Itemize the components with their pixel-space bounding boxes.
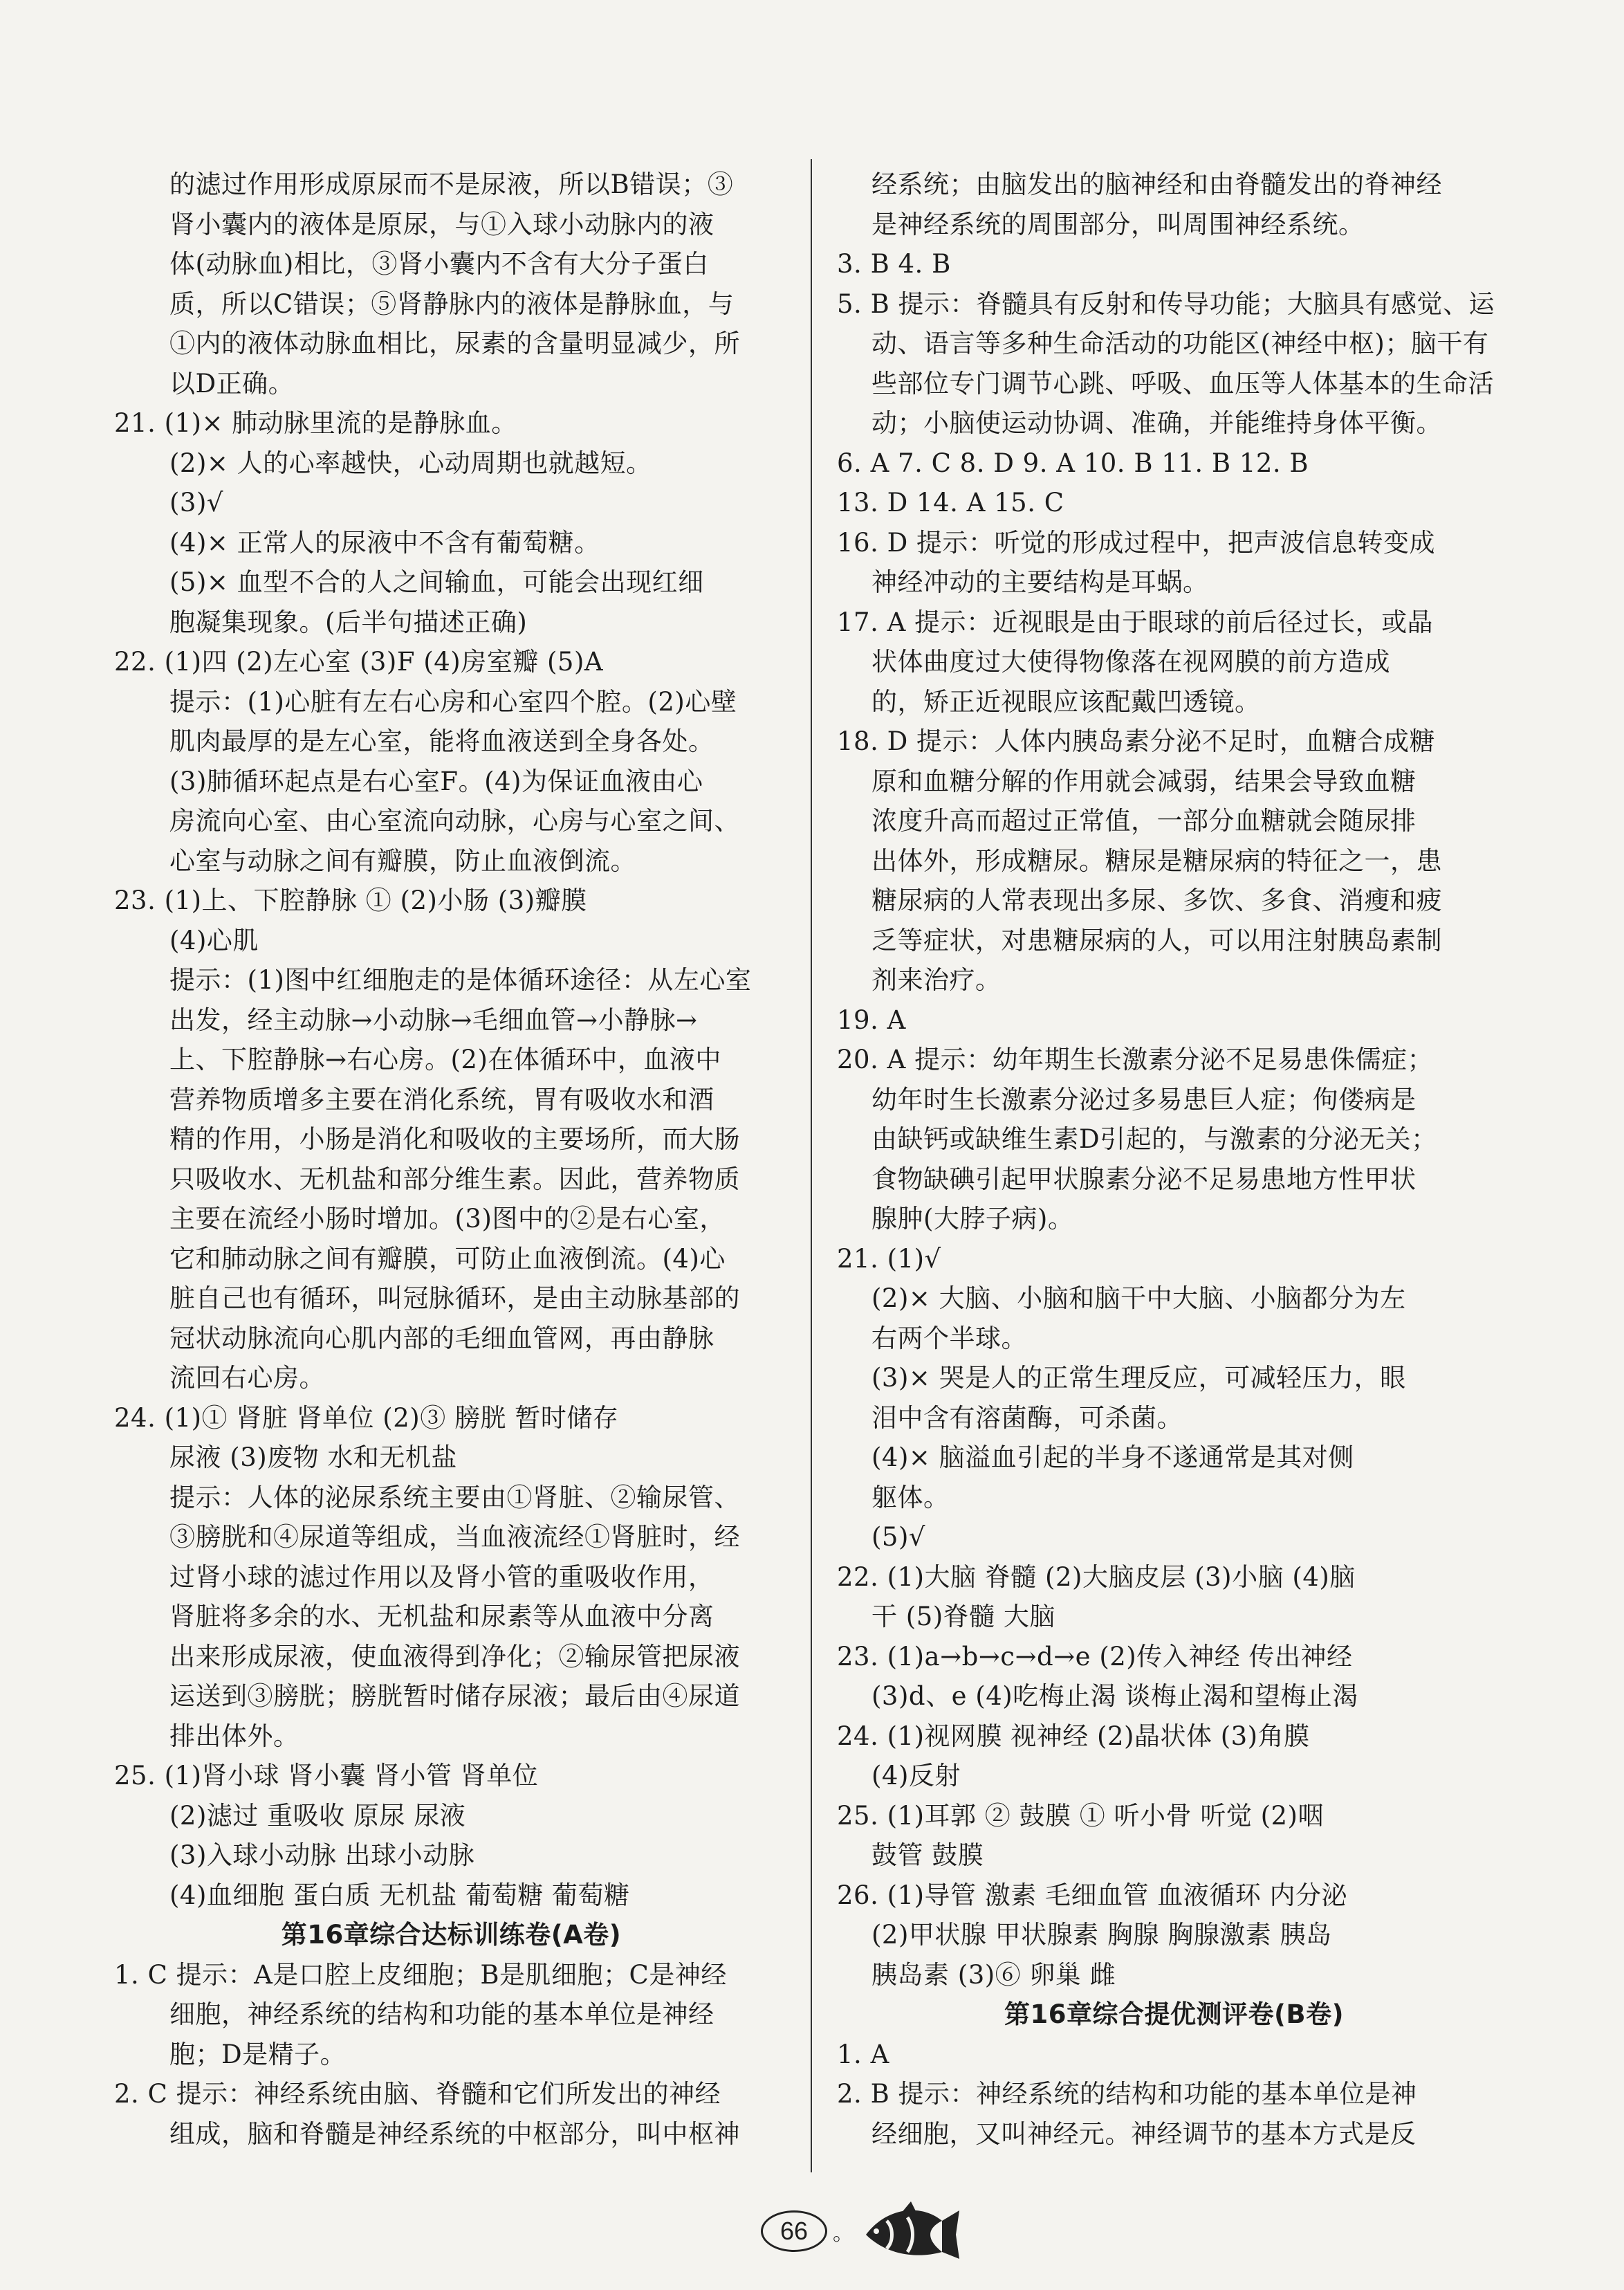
text-line: (3)d、e (4)吃梅止渴 谈梅止渴和望梅止渴 <box>871 1681 1358 1711</box>
text-line: 干 (5)脊髓 大脑 <box>871 1602 1055 1631</box>
text-line: 胞；D是精子。 <box>169 2039 347 2069</box>
text-line: 23. (1)上、下腔静脉 ① (2)小肠 (3)瓣膜 <box>114 886 587 915</box>
text-line: (2)甲状腺 甲状腺素 胸腺 胸腺激素 胰岛 <box>871 1920 1332 1950</box>
text-line: 出来形成尿液，使血液得到净化；②输尿管把尿液 <box>169 1641 740 1671</box>
text-line: 26. (1)导管 激素 毛细血管 血液循环 内分泌 <box>837 1880 1348 1910</box>
text-line: 尿液 (3)废物 水和无机盐 <box>169 1442 457 1472</box>
page-number: 66 <box>761 2210 827 2252</box>
text-line: 由缺钙或缺维生素D引起的，与激素的分泌无关； <box>871 1124 1437 1154</box>
text-line: 24. (1)视网膜 视神经 (2)晶状体 (3)角膜 <box>837 1721 1310 1751</box>
text-line: 些部位专门调节心跳、呼吸、血压等人体基本的生命活 <box>871 368 1494 399</box>
right-column <box>837 165 1511 2154</box>
text-line: 22. (1)四 (2)左心室 (3)F (4)房室瓣 (5)A <box>114 647 604 677</box>
text-line: (4)× 正常人的尿液中不含有葡萄糖。 <box>169 527 600 558</box>
text-line: (2)× 大脑、小脑和脑干中大脑、小脑都分为左 <box>871 1283 1406 1313</box>
text-line: 2. C 提示：神经系统由脑、脊髓和它们所发出的神经 <box>114 2079 721 2109</box>
text-line: 状体曲度过大使得物像落在视网膜的前方造成 <box>871 647 1390 677</box>
text-line: 胰岛素 (3)⑥ 卵巢 雌 <box>871 1959 1116 1990</box>
text-line: 冠状动脉流向心肌内部的毛细血管网，再由静脉 <box>169 1323 714 1353</box>
text-line: 乏等症状，对患糖尿病的人，可以用注射胰岛素制 <box>871 925 1442 955</box>
text-line: (4)心肌 <box>169 925 259 955</box>
text-line: 肾小囊内的液体是原尿，与①入球小动脉内的液 <box>169 209 714 239</box>
text-line: 25. (1)耳郭 ② 鼓膜 ① 听小骨 听觉 (2)咽 <box>837 1800 1324 1831</box>
column-divider <box>811 159 812 2172</box>
text-line: 16. D 提示：听觉的形成过程中，把声波信息转变成 <box>837 527 1436 558</box>
text-line: 食物缺碘引起甲状腺素分泌不足易患地方性甲状 <box>871 1164 1417 1194</box>
text-line: 腺肿(大脖子病)。 <box>871 1204 1074 1234</box>
text-line: 糖尿病的人常表现出多尿、多饮、多食、消瘦和疲 <box>871 886 1442 915</box>
text-line: 营养物质增多主要在消化系统，胃有吸收水和酒 <box>169 1084 714 1115</box>
text-line: 1. A <box>837 2039 889 2069</box>
text-line: 浓度升高而超过正常值，一部分血糖就会随尿排 <box>871 806 1417 836</box>
text-line: 质，所以C错误；⑤肾静脉内的液体是静脉血，与 <box>169 288 735 319</box>
text-line: (3)肺循环起点是右心室F。(4)为保证血液由心 <box>169 766 703 796</box>
text-line: 动；小脑使运动协调、准确，并能维持身体平衡。 <box>871 408 1442 438</box>
text-line: 上、下腔静脉→右心房。(2)在体循环中，血液中 <box>169 1045 721 1074</box>
text-line: 剂来治疗。 <box>871 965 1002 995</box>
text-line: (3)× 哭是人的正常生理反应，可减轻压力，眼 <box>871 1363 1406 1393</box>
text-line: 提示：(1)心脏有左右心房和心室四个腔。(2)心壁 <box>169 686 737 717</box>
text-line: 13. D 14. A 15. C <box>837 488 1064 517</box>
left-column <box>114 165 788 2154</box>
text-line: 只吸收水、无机盐和部分维生素。因此，营养物质 <box>169 1164 740 1194</box>
text-line: 右两个半球。 <box>871 1323 1027 1353</box>
text-line: 18. D 提示：人体内胰岛素分泌不足时，血糖合成糖 <box>837 726 1436 756</box>
text-line: 3. B 4. B <box>837 249 951 279</box>
text-line: 的，矫正近视眼应该配戴凹透镜。 <box>871 686 1261 717</box>
text-line: 脏自己也有循环，叫冠脉循环，是由主动脉基部的 <box>169 1283 740 1313</box>
text-line: (4)× 脑溢血引起的半身不遂通常是其对侧 <box>871 1442 1354 1472</box>
text-line: (5)× 血型不合的人之间输血，可能会出现红细 <box>169 567 704 597</box>
text-line: 幼年时生长激素分泌过多易患巨人症；佝偻病是 <box>871 1084 1417 1115</box>
text-line: 它和肺动脉之间有瓣膜，可防止血液倒流。(4)心 <box>169 1243 726 1274</box>
text-line: 精的作用，小肠是消化和吸收的主要场所，而大肠 <box>169 1124 740 1154</box>
text-line: 流回右心房。 <box>169 1363 325 1393</box>
text-line: 23. (1)a→b→c→d→e (2)传入神经 传出神经 <box>837 1641 1353 1671</box>
text-line: ①内的液体动脉血相比，尿素的含量明显减少，所 <box>169 329 740 358</box>
text-line: 过肾小球的滤过作用以及肾小管的重吸收作用， <box>169 1561 714 1592</box>
text-line: 21. (1)× 肺动脉里流的是静脉血。 <box>114 408 517 438</box>
text-line: 提示：人体的泌尿系统主要由①肾脏、②输尿管、 <box>169 1482 740 1512</box>
page-footer <box>761 2200 963 2262</box>
text-line: 5. B 提示：脊髓具有反射和传导功能；大脑具有感觉、运 <box>837 288 1495 319</box>
text-line: (2)滤过 重吸收 原尿 尿液 <box>169 1800 466 1831</box>
text-line: 经系统；由脑发出的脑神经和由脊髓发出的脊神经 <box>871 170 1442 199</box>
section-heading: 第16章综合提优测评卷(B卷) <box>1004 1999 1344 2029</box>
text-line: ③膀胱和④尿道等组成，当血液流经①肾脏时，经 <box>169 1522 740 1552</box>
text-line: 6. A 7. C 8. D 9. A 10. B 11. B 12. B <box>837 448 1309 478</box>
text-line: 排出体外。 <box>169 1721 299 1751</box>
text-line: 心室与动脉之间有瓣膜，防止血液倒流。 <box>169 845 636 876</box>
text-line: 躯体。 <box>871 1482 950 1512</box>
text-line: 2. B 提示：神经系统的结构和功能的基本单位是神 <box>837 2079 1417 2109</box>
text-line: (5)√ <box>871 1522 925 1552</box>
text-line: (4)血细胞 蛋白质 无机盐 葡萄糖 葡萄糖 <box>169 1880 630 1910</box>
text-line: 提示：(1)图中红细胞走的是体循环途径：从左心室 <box>169 965 752 995</box>
text-line: 19. A <box>837 1005 906 1035</box>
text-line: (2)× 人的心率越快，心动周期也就越短。 <box>169 448 652 478</box>
text-line: 动、语言等多种生命活动的功能区(神经中枢)；脑干有 <box>871 329 1489 358</box>
text-line: 出体外，形成糖尿。糖尿是糖尿病的特征之一，患 <box>871 845 1442 876</box>
text-line: 体(动脉血)相比，③肾小囊内不含有大分子蛋白 <box>169 249 709 279</box>
text-line: 主要在流经小肠时增加。(3)图中的②是右心室， <box>169 1204 726 1234</box>
text-line: 鼓管 鼓膜 <box>871 1840 984 1870</box>
section-heading: 第16章综合达标训练卷(A卷) <box>281 1920 622 1950</box>
text-line: 肌肉最厚的是左心室，能将血液送到全身各处。 <box>169 726 714 756</box>
text-line: 24. (1)① 肾脏 肾单位 (2)③ 膀胱 暂时储存 <box>114 1402 619 1433</box>
text-line: (4)反射 <box>871 1761 961 1790</box>
text-line: 细胞，神经系统的结构和功能的基本单位是神经 <box>169 1999 714 2029</box>
text-line: 22. (1)大脑 脊髓 (2)大脑皮层 (3)小脑 (4)脑 <box>837 1561 1356 1592</box>
text-line: 经细胞，又叫神经元。神经调节的基本方式是反 <box>871 2118 1417 2149</box>
text-line: 20. A 提示：幼年期生长激素分泌不足易患侏儒症； <box>837 1045 1434 1074</box>
text-line: 组成，脑和脊髓是神经系统的中枢部分，叫中枢神 <box>169 2118 740 2149</box>
text-line: 肾脏将多余的水、无机盐和尿素等从血液中分离 <box>169 1602 714 1631</box>
text-line: 的滤过作用形成原尿而不是尿液，所以B错误；③ <box>169 170 734 199</box>
text-line: 原和血糖分解的作用就会减弱，结果会导致血糖 <box>871 766 1417 796</box>
footer-dot: 。 <box>833 2222 853 2246</box>
text-line: 神经冲动的主要结构是耳蜗。 <box>871 567 1209 597</box>
text-line: 25. (1)肾小球 肾小囊 肾小管 肾单位 <box>114 1761 539 1790</box>
text-line: 以D正确。 <box>169 368 295 399</box>
text-line: 1. C 提示：A是口腔上皮细胞；B是肌细胞；C是神经 <box>114 1959 727 1990</box>
text-line: 泪中含有溶菌酶，可杀菌。 <box>871 1402 1183 1433</box>
text-line: 房流向心室、由心室流向动脉，心房与心室之间、 <box>169 806 740 836</box>
text-line: (3)√ <box>169 488 223 517</box>
text-line: 21. (1)√ <box>837 1243 941 1274</box>
text-line: 17. A 提示：近视眼是由于眼球的前后径过长，或晶 <box>837 607 1434 637</box>
text-line: (3)入球小动脉 出球小动脉 <box>169 1840 475 1870</box>
text-line: 胞凝集现象。(后半句描述正确) <box>169 607 528 637</box>
text-line: 运送到③膀胱；膀胱暂时储存尿液；最后由④尿道 <box>169 1681 740 1711</box>
fish-logo-icon <box>859 2200 963 2262</box>
text-line: 出发，经主动脉→小动脉→毛细血管→小静脉→ <box>169 1005 698 1035</box>
text-line: 是神经系统的周围部分，叫周围神经系统。 <box>871 209 1365 239</box>
